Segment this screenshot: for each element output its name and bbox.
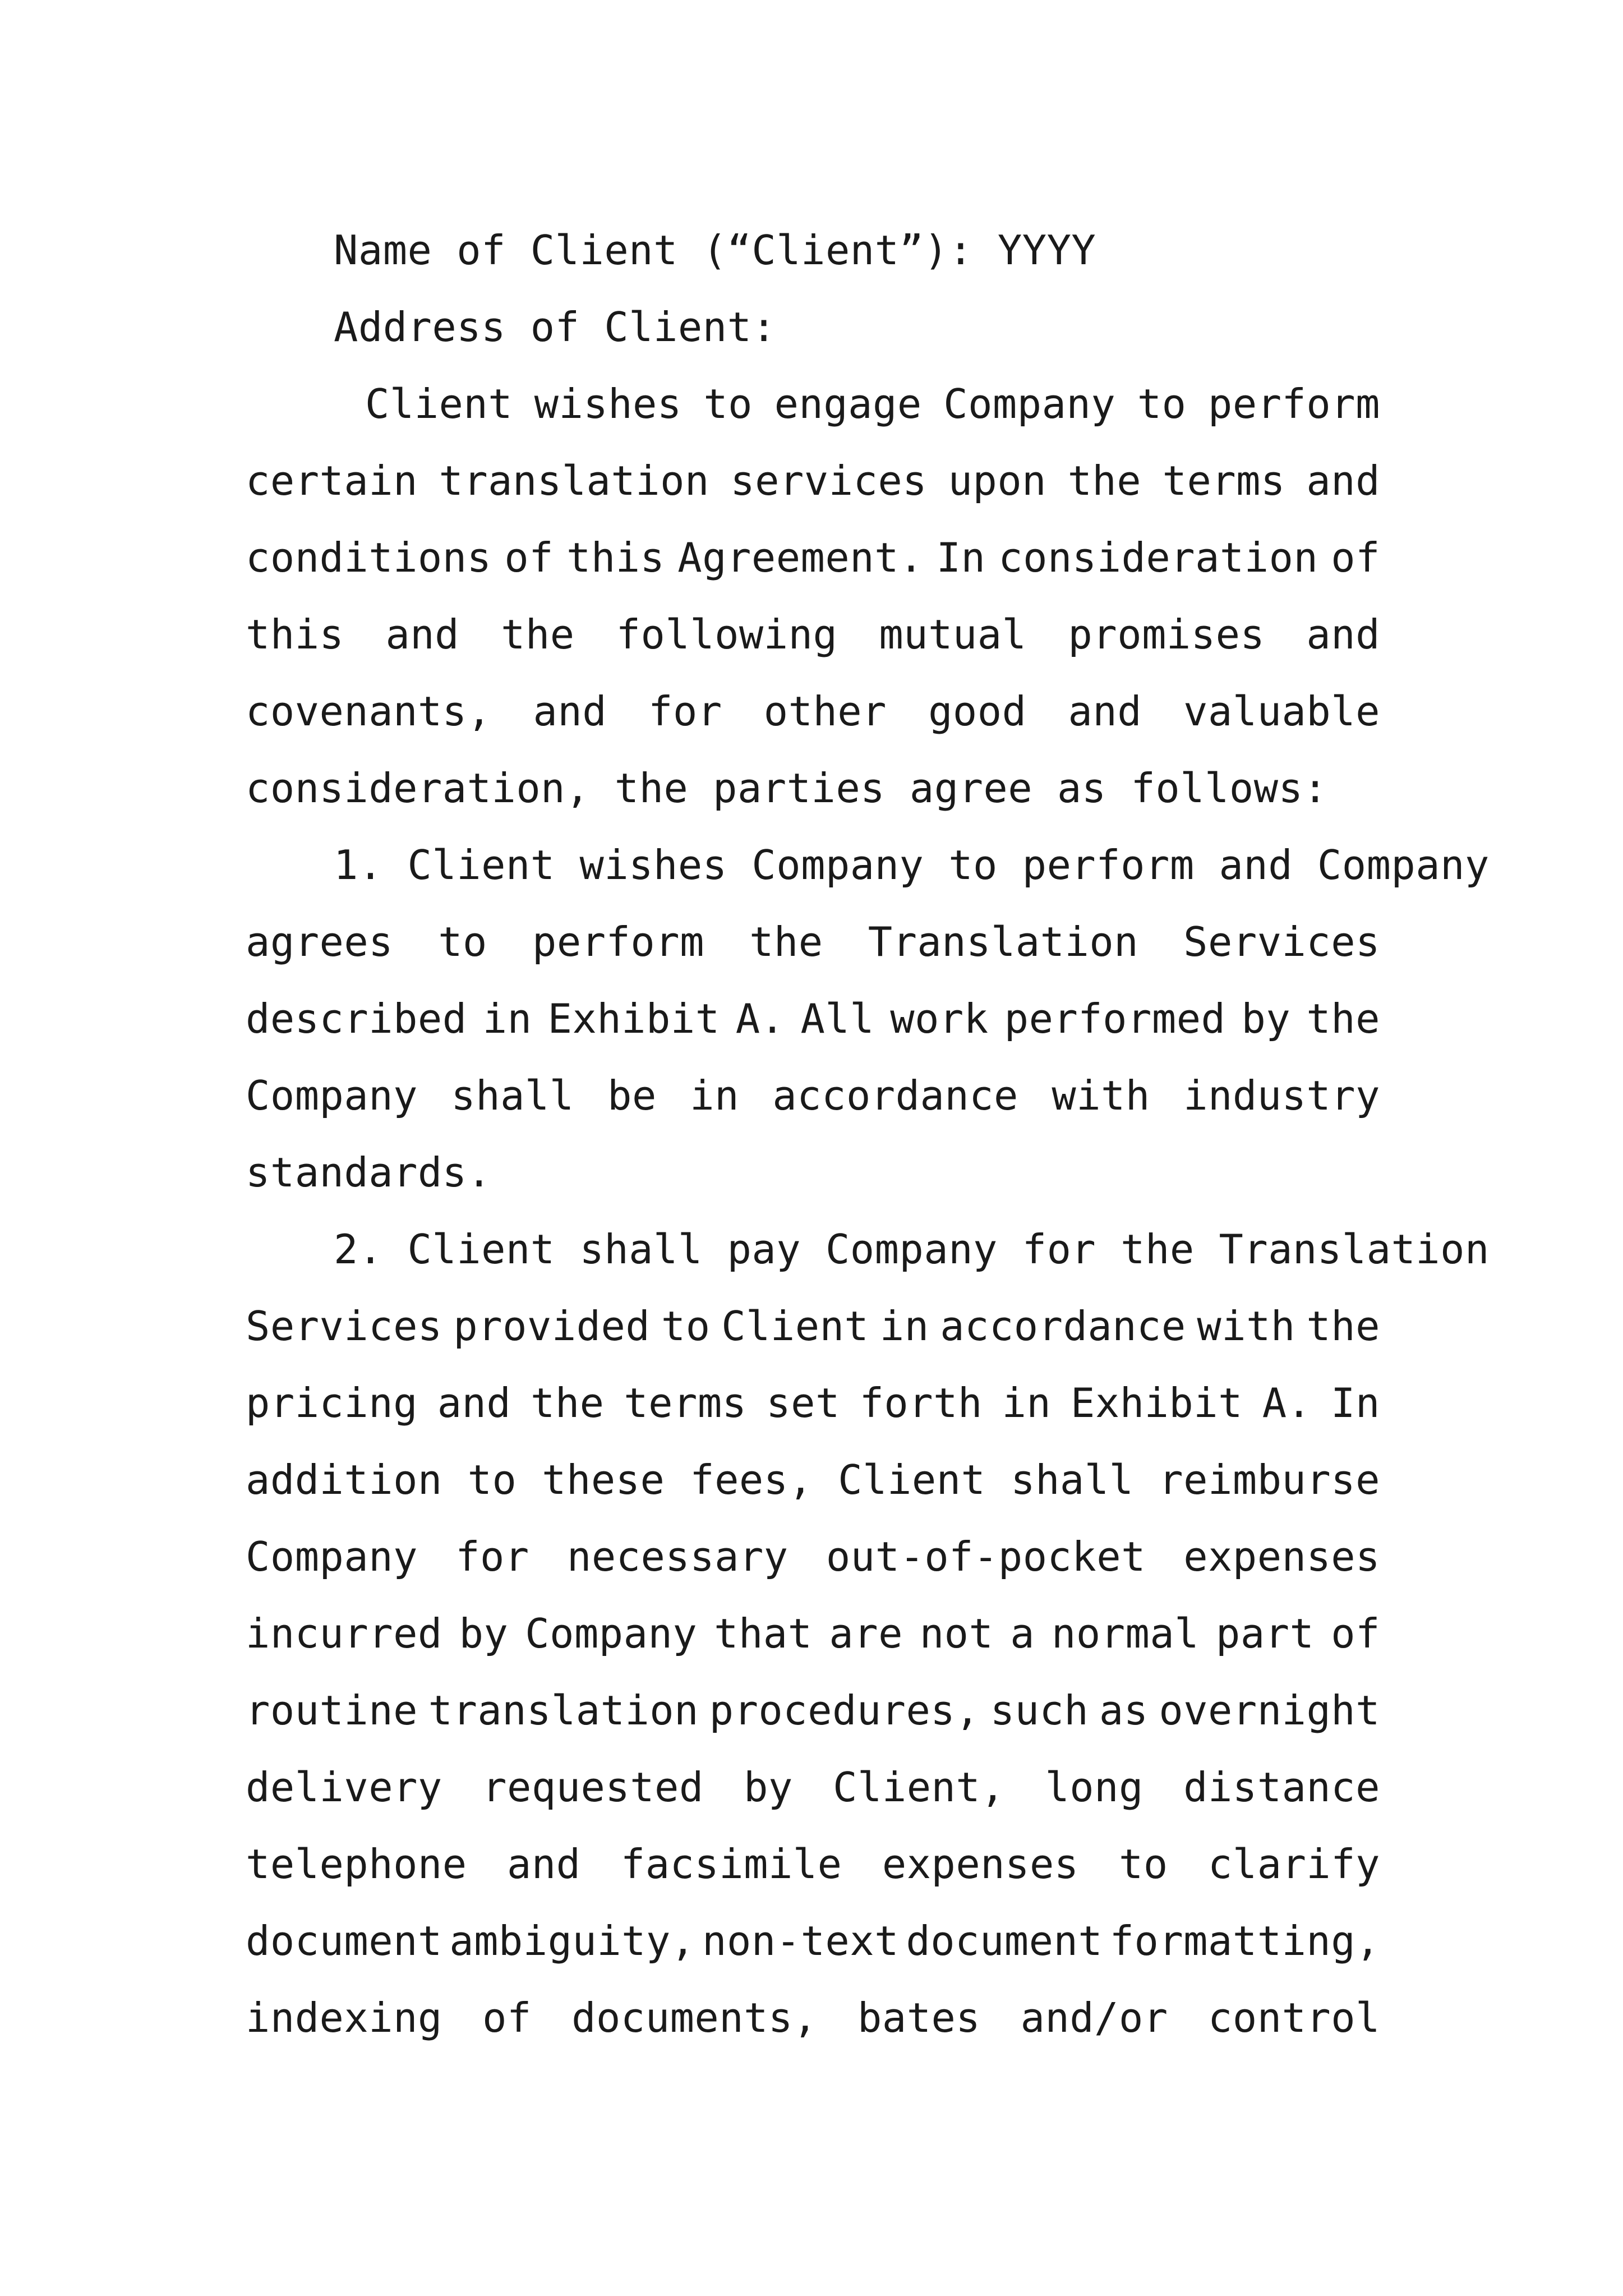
document-body xyxy=(246,212,1490,2056)
text-line xyxy=(246,1288,1380,1365)
word: the xyxy=(1306,1303,1380,1350)
word: work xyxy=(890,995,989,1042)
text-line xyxy=(246,981,1380,1057)
word: Exhibit xyxy=(1071,1379,1243,1427)
word: of xyxy=(1331,534,1380,581)
clause-1 xyxy=(246,827,1490,1211)
word: consideration xyxy=(998,534,1318,581)
word: to xyxy=(703,380,753,427)
word: accordance xyxy=(772,1072,1018,1119)
word: All xyxy=(800,995,875,1042)
word: of xyxy=(482,1994,532,2041)
word: these xyxy=(542,1456,665,1503)
word: certain xyxy=(246,457,418,504)
word: reimburse xyxy=(1159,1456,1380,1503)
word: and xyxy=(1306,611,1380,658)
word: that xyxy=(714,1610,813,1657)
word: distance xyxy=(1183,1764,1380,1811)
word: terms xyxy=(1162,457,1285,504)
word: and xyxy=(1068,688,1142,735)
word: wishes xyxy=(534,380,682,427)
word: valuable xyxy=(1183,688,1380,735)
word: Client, xyxy=(833,1764,1006,1811)
word: by xyxy=(1241,995,1291,1042)
text-line xyxy=(246,1365,1380,1442)
word: a xyxy=(1010,1610,1035,1657)
text-line xyxy=(246,1442,1380,1519)
word: with xyxy=(1197,1303,1295,1350)
word: covenants, xyxy=(246,688,492,735)
word: services xyxy=(730,457,928,504)
word: to xyxy=(438,918,487,965)
word: necessary xyxy=(567,1533,789,1580)
word: the xyxy=(530,1379,605,1427)
word: with xyxy=(1052,1072,1150,1119)
word: performed xyxy=(1004,995,1226,1042)
word: Company xyxy=(943,380,1116,427)
word: translation xyxy=(428,1687,699,1734)
word: document xyxy=(906,1917,1103,1964)
word: A. xyxy=(735,995,785,1042)
word: for xyxy=(648,688,722,735)
word: good xyxy=(928,688,1027,735)
word: and xyxy=(1306,457,1380,504)
word: addition xyxy=(246,1456,442,1503)
word: routine xyxy=(246,1687,418,1734)
text-line xyxy=(246,443,1380,519)
word: clarify xyxy=(1208,1841,1380,1888)
word: industry xyxy=(1183,1072,1380,1119)
word: expenses xyxy=(1183,1533,1380,1580)
word: upon xyxy=(948,457,1047,504)
word: terms xyxy=(624,1379,747,1427)
text-line xyxy=(246,1826,1380,1903)
word: and/or xyxy=(1020,1994,1168,2041)
word: Services xyxy=(1183,918,1380,965)
text-line xyxy=(246,1519,1380,1595)
text-line xyxy=(246,1057,1380,1134)
word: expenses xyxy=(882,1841,1079,1888)
word: promises xyxy=(1068,611,1265,658)
word: fees, xyxy=(690,1456,813,1503)
word: Exhibit xyxy=(547,995,720,1042)
word: agrees xyxy=(246,918,394,965)
word: bates xyxy=(857,1994,981,2041)
word: part xyxy=(1215,1610,1315,1657)
word: incurred xyxy=(246,1610,442,1657)
word: mutual xyxy=(879,611,1027,658)
word: In xyxy=(936,534,986,581)
text-line: consideration, the parties agree as follows: xyxy=(246,765,1328,812)
word: ambiguity, xyxy=(449,1917,695,1964)
clause-2-first-line: 2. Client shall pay Company for the Translation xyxy=(334,1226,1490,1273)
word: telephone xyxy=(246,1841,467,1888)
word: out-of-pocket xyxy=(826,1533,1146,1580)
word: to xyxy=(661,1303,711,1350)
intro-paragraph xyxy=(246,366,1380,827)
word: overnight xyxy=(1159,1687,1380,1734)
word: facsimile xyxy=(620,1841,842,1888)
word: the xyxy=(1306,995,1380,1042)
text-line xyxy=(246,366,1380,443)
word: non-text xyxy=(702,1917,899,1964)
clause-2 xyxy=(246,1211,1490,2056)
word: this xyxy=(566,534,665,581)
word: formatting, xyxy=(1109,1917,1380,1964)
text-line xyxy=(246,673,1380,750)
word: Client xyxy=(721,1303,869,1350)
text-line xyxy=(246,519,1380,596)
word: In xyxy=(1331,1379,1380,1427)
word: perform xyxy=(532,918,704,965)
text-line xyxy=(246,1903,1380,1980)
word: and xyxy=(506,1841,581,1888)
word: requested xyxy=(482,1764,704,1811)
word: to xyxy=(467,1456,517,1503)
word: documents, xyxy=(571,1994,818,2041)
word: are xyxy=(829,1610,903,1657)
word: perform xyxy=(1208,380,1380,427)
word: shall xyxy=(451,1072,574,1119)
word: forth xyxy=(859,1379,983,1427)
word: of xyxy=(504,534,554,581)
word: the xyxy=(749,918,823,965)
word: as xyxy=(1099,1687,1149,1734)
word: Company xyxy=(246,1072,418,1119)
word: Client xyxy=(838,1456,986,1503)
word: of xyxy=(1331,1610,1380,1657)
text-line xyxy=(246,1980,1380,2056)
word: be xyxy=(607,1072,657,1119)
word: accordance xyxy=(940,1303,1186,1350)
clause-1-first-line: 1. Client wishes Company to perform and Company xyxy=(334,841,1490,889)
word: in xyxy=(1002,1379,1052,1427)
word: procedures, xyxy=(709,1687,980,1734)
word: conditions xyxy=(246,534,492,581)
word: the xyxy=(1067,457,1142,504)
word: document xyxy=(246,1917,442,1964)
word: long xyxy=(1045,1764,1144,1811)
word: shall xyxy=(1011,1456,1134,1503)
word: and xyxy=(533,688,607,735)
word: Company xyxy=(525,1610,698,1657)
word: this xyxy=(246,611,344,658)
word: A. xyxy=(1262,1379,1312,1427)
word: in xyxy=(482,995,532,1042)
word: Client xyxy=(365,380,513,427)
word: described xyxy=(246,995,467,1042)
word: to xyxy=(1118,1841,1168,1888)
word: in xyxy=(690,1072,739,1119)
word: Company xyxy=(246,1533,418,1580)
text-line xyxy=(246,1672,1380,1749)
word: control xyxy=(1208,1994,1380,2041)
word: not xyxy=(919,1610,994,1657)
word: engage xyxy=(774,380,922,427)
word: normal xyxy=(1052,1610,1200,1657)
text-line xyxy=(246,1749,1380,1826)
word: and xyxy=(437,1379,511,1427)
word: provided xyxy=(453,1303,651,1350)
word: in xyxy=(879,1303,929,1350)
word: by xyxy=(744,1764,793,1811)
word: Agreement. xyxy=(677,534,924,581)
word: pricing xyxy=(246,1379,418,1427)
word: other xyxy=(763,688,887,735)
word: translation xyxy=(439,457,709,504)
word: such xyxy=(990,1687,1089,1734)
text-line xyxy=(246,904,1380,981)
word: set xyxy=(766,1379,840,1427)
word: Services xyxy=(246,1303,442,1350)
word: delivery xyxy=(246,1764,442,1811)
word: indexing xyxy=(246,1994,442,2041)
word: Translation xyxy=(868,918,1139,965)
word: and xyxy=(385,611,459,658)
text-line xyxy=(246,1595,1380,1672)
word: to xyxy=(1137,380,1187,427)
word: for xyxy=(455,1533,529,1580)
client-name-line: Name of Client (“Client”): YYYY xyxy=(334,227,1096,274)
client-address-line: Address of Client: xyxy=(334,303,777,351)
text-line: standards. xyxy=(246,1149,492,1196)
text-line xyxy=(246,596,1380,673)
word: following xyxy=(616,611,838,658)
word: by xyxy=(459,1610,509,1657)
word: the xyxy=(501,611,575,658)
